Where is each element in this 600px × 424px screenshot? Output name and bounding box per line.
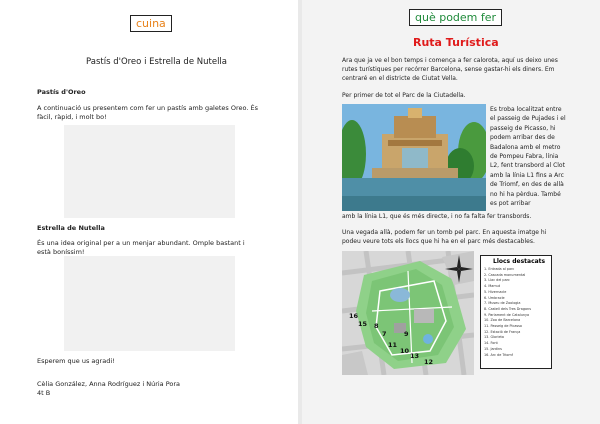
legend-item: 16. Arc de Triomf: [484, 352, 513, 357]
map-label: 9: [404, 330, 409, 338]
authors: Cèlia González, Anna Rodríguez i Núria Pora: [37, 380, 181, 388]
legend-item: 15. Jardins: [484, 346, 502, 351]
route-title: Ruta Turística: [413, 36, 499, 49]
right-page: [302, 0, 600, 424]
article-title: Pastís d'Oreo i Estrella de Nutella: [86, 57, 228, 67]
map-label: 16: [349, 312, 359, 320]
section-tag-cuina: cuina: [130, 15, 172, 32]
legend-item: 2. Cascada monumental: [484, 272, 526, 277]
legend-item: 9. Parlament de Catalunya: [484, 312, 530, 317]
map-label: 15: [358, 320, 368, 328]
legend-item: 3. Llac del parc: [484, 278, 510, 283]
section1-title: Pastís d'Oreo: [37, 88, 86, 96]
legend-item: 14. Font: [484, 341, 498, 346]
legend-item: 10. Zoo de Barcelona: [484, 318, 521, 323]
section2-title: Estrella de Nutella: [37, 224, 105, 232]
section1-text: A continuació us presentem com fer un pastís amb galetes Oreo. És fàcil, ràpid, i molt bo!: [37, 104, 258, 121]
legend-item: 4. Mamut: [484, 284, 501, 289]
legend-item: 12. Estació de França: [484, 329, 521, 334]
map-label: 10: [400, 347, 410, 355]
oreo-cake-image: [64, 125, 235, 218]
legend-title: Llocs destacats: [493, 258, 546, 265]
class-label: 4t B: [37, 389, 51, 397]
compass-rose-icon: [444, 254, 474, 284]
metro-line-text: amb la línia L1, que és més directe, i no fa falta fer transbords.: [342, 213, 532, 220]
legend-item: 1. Entrada al parc: [484, 267, 515, 271]
map-legend: [480, 255, 552, 369]
section2-text: És una idea original per a un menjar abundant. Omple bastant i està boníssim!: [37, 239, 245, 256]
ciutadella-fountain-photo: [342, 104, 486, 211]
legend-item: 7. Museu de Zoologia: [484, 301, 521, 306]
legend-item: 5. Hivernacle: [484, 289, 507, 294]
section-tag-que-podem-fer: què podem fer: [409, 9, 502, 26]
map-label: 13: [410, 352, 420, 360]
closing-text: Esperem que us agradi!: [37, 357, 115, 365]
intro-text: Ara que ja ve el bon temps i comença a fer calorota, aquí us deixo unes rutes turístiques per recórrer Barcelona, sense gastar-hi els diners. Em centraré en el districte de Ciutat Vella.: [342, 57, 558, 82]
map-label: 7: [382, 330, 387, 338]
first-stop-text: Per primer de tot el Parc de la Ciutadella.: [342, 92, 466, 99]
legend-item: 8. Castell dels Tres Dragons: [484, 306, 531, 311]
legend-item: 11. Passeig de Picasso: [484, 324, 523, 329]
legend-list: [484, 267, 548, 358]
map-label: 12: [424, 358, 434, 366]
left-page: [0, 0, 298, 424]
nutella-star-image: [64, 256, 235, 351]
map-label: 11: [388, 341, 398, 349]
legend-item: 6. Umbracle: [484, 295, 505, 300]
legend-item: 13. Glorieta: [484, 335, 504, 340]
park-walk-text: Una vegada allà, podem fer un tomb pel parc. En aquesta imatge hi podeu veure tots els llocs que hi ha en el parc més destacables.: [342, 229, 547, 245]
location-text: Es troba localitzat entre el passeig de Pujades i el passeig de Picasso, hi podem arribar des de Badalona amb el metro de Pompeu Fabra, línia L2, fent transbord al Clot amb la línia L1 fins a Arc de Triomf, en des de allà no hi ha pèrdua. També es pot arribar: [490, 106, 566, 208]
map-label: 8: [374, 322, 379, 330]
